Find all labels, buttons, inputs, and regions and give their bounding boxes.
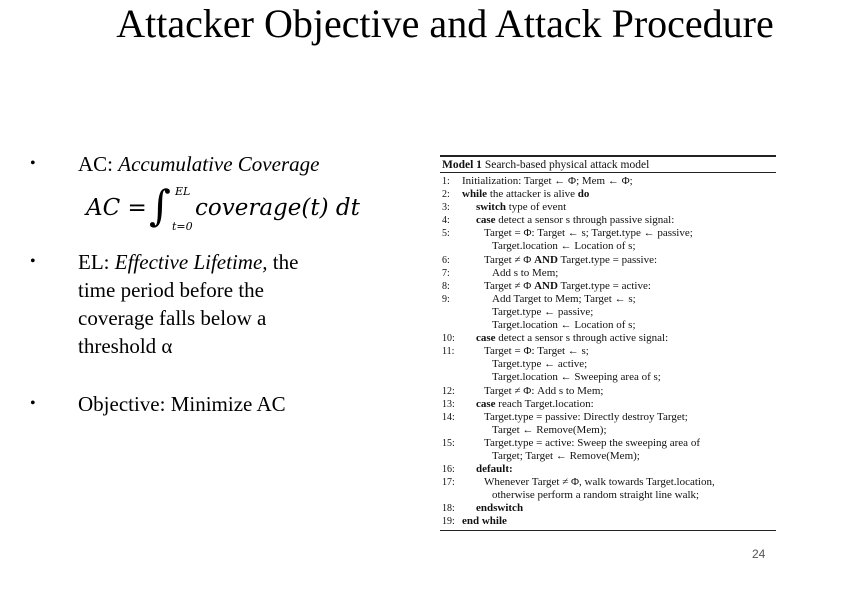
algorithm-line [440, 254, 776, 267]
algorithm-line-text: Target; Target ← Remove(Mem); [492, 449, 640, 462]
algorithm-label: Model 1 [442, 159, 482, 171]
algorithm-line [440, 240, 776, 253]
algorithm-line-text: Target.type ← passive; [492, 305, 594, 318]
bullet-dot: • [30, 155, 36, 172]
algorithm-line [440, 385, 776, 398]
algorithm-line-number: 19: [442, 516, 455, 528]
algorithm-line-text: Target ≠ Φ: Add s to Mem; [484, 384, 604, 397]
algorithm-line-text: Target.location ← Location of s; [492, 240, 636, 253]
bullet-el-prefix: EL: [78, 250, 115, 274]
algorithm-line-text: Initialization: Target ← Φ; Mem ← Φ; [462, 175, 633, 187]
algorithm-line [440, 489, 776, 502]
algorithm-line [440, 267, 776, 280]
integral-upper-limit: EL [175, 185, 191, 198]
algorithm-line [440, 411, 776, 424]
bullet-el-line3: coverage falls below a [78, 306, 267, 330]
algorithm-line [440, 371, 776, 384]
algorithm-header-rule [440, 172, 776, 173]
bullet-text [78, 150, 388, 178]
algorithm-line-text: case detect a sensor s through passive signal: [476, 214, 675, 227]
algorithm-line-text: otherwise perform a random straight line walk; [492, 489, 700, 502]
algorithm-line-number: 13: [442, 398, 455, 410]
algorithm-line [440, 398, 776, 411]
algorithm-line-text: case reach Target.location: [476, 397, 594, 410]
algorithm-line-number: 14: [442, 411, 455, 423]
bullet-el-line4: threshold α [78, 334, 173, 358]
algorithm-line [440, 293, 776, 306]
algorithm-line [440, 227, 776, 240]
algorithm-line-number: 16: [442, 464, 455, 476]
algorithm-line-text: Target ≠ Φ AND Target.type = active: [484, 279, 651, 292]
algorithm-line [440, 515, 776, 528]
algorithm-line-text: end while [462, 515, 507, 528]
algorithm-line-number: 11: [442, 346, 455, 358]
algorithm-line-number: 3: [442, 202, 450, 214]
algorithm-line [440, 201, 776, 214]
algorithm-line [440, 319, 776, 332]
algorithm-title: Search-based physical attack model [484, 159, 650, 171]
ac-formula [86, 181, 376, 233]
algorithm-line-text: default: [476, 463, 513, 476]
algorithm-line [440, 332, 776, 345]
bullet-objective-text: Objective: Minimize AC [78, 392, 286, 416]
algorithm-line-number: 4: [442, 215, 450, 227]
algorithm-line-text: switch type of event [476, 201, 567, 214]
algorithm-line [440, 463, 776, 476]
algorithm-line-text: Target ← Remove(Mem); [492, 423, 607, 436]
algorithm-line-text: Add Target to Mem; Target ← s; [492, 292, 636, 305]
algorithm-line-number: 10: [442, 333, 455, 345]
algorithm-line-number: 8: [442, 280, 450, 292]
algorithm-line-number: 15: [442, 437, 455, 449]
bullet-el-line2: time period before the [78, 278, 265, 302]
integral-sign: ∫ [149, 181, 171, 230]
algorithm-line-text: Target.location ← Location of s; [492, 319, 636, 332]
algorithm-line-text: case detect a sensor s through active signal: [476, 332, 669, 345]
algorithm-line [440, 214, 776, 227]
integral-lower-limit: t=0 [172, 220, 193, 233]
algorithm-line-number: 5: [442, 228, 450, 240]
algorithm-line [440, 437, 776, 450]
algorithm-line [440, 345, 776, 358]
algorithm-line-text: Target.type ← active; [492, 358, 588, 371]
algorithm-lines [440, 175, 776, 529]
algorithm-line [440, 476, 776, 489]
algorithm-bottom-rule [440, 530, 776, 531]
algorithm-line-number: 1: [442, 176, 450, 187]
algorithm-line-text: Target = Φ: Target ← s; Target.type ← passive; [484, 227, 693, 240]
bullet-ac-prefix: AC: [78, 152, 119, 176]
algorithm-line [440, 280, 776, 293]
algorithm-line-number: 9: [442, 293, 450, 305]
algorithm-line-number: 17: [442, 477, 455, 489]
algorithm-line-text: while the attacker is alive do [462, 188, 590, 201]
algorithm-line-text: Target.type = active: Sweep the sweeping area of [484, 436, 700, 449]
algorithm-line-number: 6: [442, 254, 450, 266]
algorithm-line-text: Target.location ← Sweeping area of s; [492, 371, 661, 384]
algorithm-line-text: Add s to Mem; [492, 266, 559, 279]
algorithm-line [440, 502, 776, 515]
algorithm-line-text: Whenever Target ≠ Φ, walk towards Target.location, [484, 476, 715, 489]
page-number: 24 [752, 547, 766, 561]
algorithm-line-text: Target ≠ Φ AND Target.type = passive: [484, 253, 658, 266]
algorithm-header [440, 157, 776, 172]
formula-body: coverage(t) dt [195, 195, 360, 221]
bullet-text [78, 248, 388, 360]
formula-lhs: AC = [86, 195, 147, 221]
algorithm-line-text: Target.type = passive: Directly destroy Target; [484, 410, 688, 423]
algorithm-line-text: Target = Φ: Target ← s; [484, 345, 589, 358]
algorithm-line [440, 175, 776, 188]
slide-title: Attacker Objective and Attack Procedure [116, 1, 774, 46]
bullet-dot: • [30, 395, 36, 412]
algorithm-line [440, 424, 776, 437]
algorithm-line-number: 12: [442, 385, 455, 397]
algorithm-line [440, 188, 776, 201]
bullet-el-rest: the [267, 250, 299, 274]
bullet-dot: • [30, 253, 36, 270]
algorithm-line [440, 306, 776, 319]
algorithm-line-number: 7: [442, 267, 450, 279]
algorithm-line [440, 450, 776, 463]
algorithm-line-number: 18: [442, 503, 455, 515]
algorithm-line-number: 2: [442, 189, 450, 201]
algorithm-box [440, 155, 776, 531]
bullet-el-term: Effective Lifetime, [114, 250, 268, 274]
algorithm-line [440, 358, 776, 371]
algorithm-line-text: endswitch [476, 502, 524, 515]
bullet-ac-term: Accumulative Coverage [118, 152, 320, 176]
